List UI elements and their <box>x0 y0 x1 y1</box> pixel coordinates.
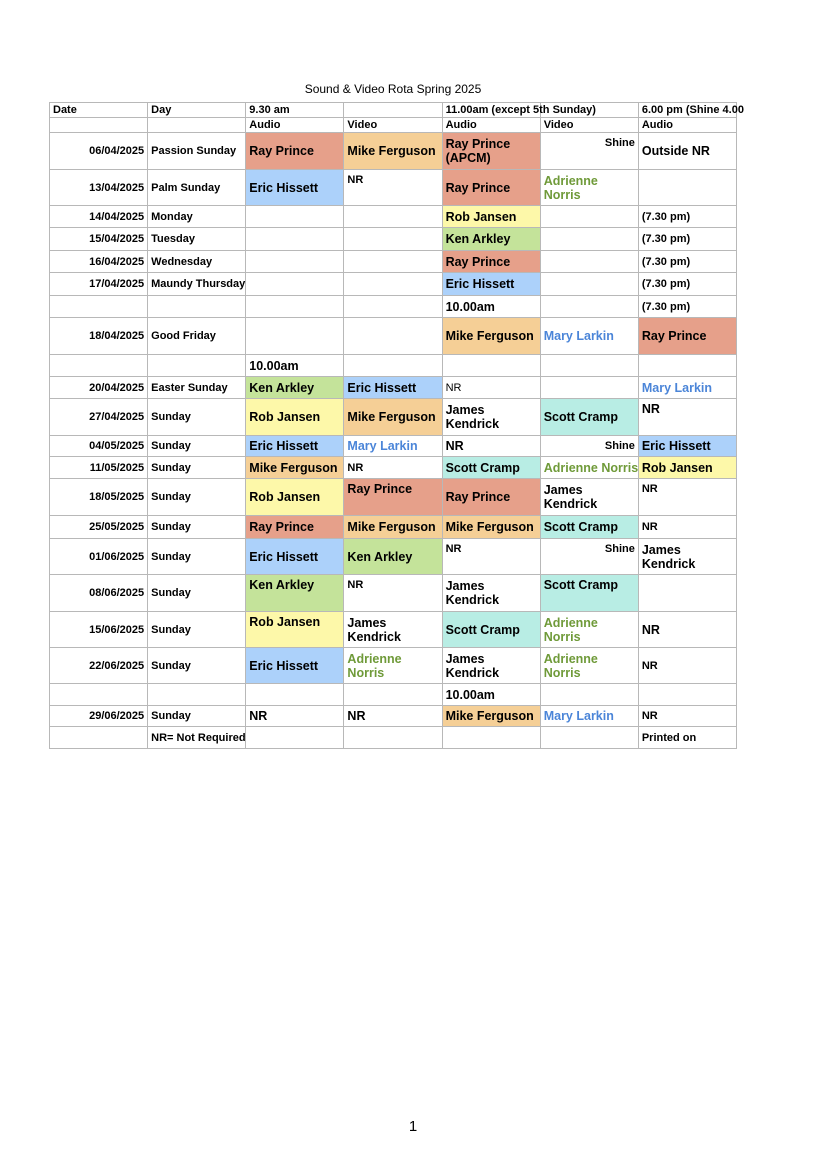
video-930-cell: Mike Ferguson <box>344 399 442 436</box>
day-cell: Sunday <box>148 479 246 516</box>
audio-1100-cell: Mike Ferguson <box>442 516 540 539</box>
video-1100-cell: Scott Cramp <box>540 516 638 539</box>
day-cell: Wednesday <box>148 251 246 273</box>
audio-930-cell <box>246 251 344 273</box>
date-cell <box>50 355 148 377</box>
video-930-cell: NR <box>344 706 442 727</box>
audio-600-cell: NR <box>638 516 736 539</box>
subheader-video: Video <box>540 118 638 133</box>
audio-1100-cell: NR <box>442 436 540 457</box>
date-cell: 01/06/2025 <box>50 539 148 575</box>
date-cell: 18/04/2025 <box>50 318 148 355</box>
video-1100-cell <box>540 684 638 706</box>
video-930-cell: Eric Hissett <box>344 377 442 399</box>
date-cell: 15/06/2025 <box>50 612 148 648</box>
day-cell: Sunday <box>148 539 246 575</box>
audio-600-cell: NR <box>638 648 736 684</box>
header-1100: 11.00am (except 5th Sunday) <box>442 103 540 118</box>
date-cell: 06/04/2025 <box>50 133 148 170</box>
video-1100-cell <box>540 206 638 228</box>
audio-1100-cell: Ray Prince <box>442 479 540 516</box>
table-row <box>50 648 737 684</box>
day-cell: Sunday <box>148 436 246 457</box>
audio-1100-cell: NR <box>442 377 540 399</box>
video-930-cell <box>344 206 442 228</box>
video-930-cell <box>344 318 442 355</box>
day-cell <box>148 296 246 318</box>
video-1100-cell: Mary Larkin <box>540 706 638 727</box>
time-note-cell: 10.00am <box>442 684 540 706</box>
audio-930-cell: NR <box>246 706 344 727</box>
video-1100-cell: Shine <box>540 539 638 575</box>
video-930-cell: NR <box>344 575 442 612</box>
printed-on: Printed on <box>638 727 736 749</box>
subheader-video: Video <box>344 118 442 133</box>
video-930-cell: Mary Larkin <box>344 436 442 457</box>
table-row <box>50 399 737 436</box>
subheader-row <box>50 118 737 133</box>
day-cell: Good Friday <box>148 318 246 355</box>
video-1100-cell: Scott Cramp <box>540 399 638 436</box>
audio-930-cell: Eric Hissett <box>246 539 344 575</box>
table-row <box>50 457 737 479</box>
audio-600-cell: James Kendrick <box>638 539 736 575</box>
subheader-audio: Audio <box>442 118 540 133</box>
footer-row <box>50 727 737 749</box>
date-cell: 18/05/2025 <box>50 479 148 516</box>
audio-600-cell: NR <box>638 399 736 436</box>
table-row <box>50 575 737 612</box>
video-1100-cell: Adrienne Norris <box>540 457 638 479</box>
date-cell: 25/05/2025 <box>50 516 148 539</box>
audio-1100-cell <box>442 355 540 377</box>
date-cell: 27/04/2025 <box>50 399 148 436</box>
date-cell: 29/06/2025 <box>50 706 148 727</box>
audio-930-cell: Ray Prince <box>246 516 344 539</box>
audio-930-cell: Rob Jansen <box>246 479 344 516</box>
table-row <box>50 318 737 355</box>
table-row <box>50 251 737 273</box>
audio-600-cell: NR <box>638 706 736 727</box>
video-1100-cell <box>540 273 638 296</box>
header-930: 9.30 am <box>246 103 344 118</box>
day-cell: Sunday <box>148 457 246 479</box>
day-cell: Sunday <box>148 706 246 727</box>
date-cell: 13/04/2025 <box>50 170 148 206</box>
table-row <box>50 206 737 228</box>
audio-1100-cell: James Kendrick <box>442 575 540 612</box>
audio-600-cell: (7.30 pm) <box>638 296 736 318</box>
day-cell: Palm Sunday <box>148 170 246 206</box>
audio-600-cell: Outside NR <box>638 133 736 170</box>
audio-600-cell: (7.30 pm) <box>638 251 736 273</box>
audio-930-cell: Eric Hissett <box>246 170 344 206</box>
audio-1100-cell: Scott Cramp <box>442 612 540 648</box>
header-row <box>50 103 737 118</box>
audio-600-cell <box>638 684 736 706</box>
video-930-cell <box>344 684 442 706</box>
audio-600-cell: Mary Larkin <box>638 377 736 399</box>
time-note-cell: 10.00am <box>442 296 540 318</box>
video-1100-cell: Shine <box>540 436 638 457</box>
day-cell: Tuesday <box>148 228 246 251</box>
table-row <box>50 170 737 206</box>
video-1100-cell <box>540 377 638 399</box>
table-row <box>50 355 737 377</box>
video-930-cell <box>344 296 442 318</box>
video-930-cell <box>344 273 442 296</box>
date-cell: 11/05/2025 <box>50 457 148 479</box>
video-930-cell <box>344 355 442 377</box>
video-930-cell: Mike Ferguson <box>344 516 442 539</box>
audio-600-cell: (7.30 pm) <box>638 228 736 251</box>
audio-930-cell: Rob Jansen <box>246 612 344 648</box>
audio-600-cell: Rob Jansen <box>638 457 736 479</box>
audio-930-cell <box>246 296 344 318</box>
audio-600-cell: (7.30 pm) <box>638 206 736 228</box>
subheader-audio: Audio <box>638 118 736 133</box>
video-930-cell: NR <box>344 457 442 479</box>
video-1100-cell: Scott Cramp <box>540 575 638 612</box>
audio-600-cell: NR <box>638 612 736 648</box>
video-930-cell: Ken Arkley <box>344 539 442 575</box>
nr-legend: NR= Not Required <box>148 727 246 749</box>
date-cell <box>50 684 148 706</box>
header-day: Day <box>148 103 246 118</box>
audio-1100-cell: Scott Cramp <box>442 457 540 479</box>
table-row <box>50 296 737 318</box>
audio-600-cell: (7.30 pm) <box>638 273 736 296</box>
table-row <box>50 612 737 648</box>
audio-600-cell: Ray Prince <box>638 318 736 355</box>
table-row <box>50 539 737 575</box>
video-1100-cell <box>540 355 638 377</box>
table-row <box>50 377 737 399</box>
video-1100-cell: Adrienne Norris <box>540 648 638 684</box>
day-cell: Sunday <box>148 612 246 648</box>
date-cell: 04/05/2025 <box>50 436 148 457</box>
day-cell: Sunday <box>148 516 246 539</box>
date-cell: 14/04/2025 <box>50 206 148 228</box>
day-cell <box>148 684 246 706</box>
audio-1100-cell: Ken Arkley <box>442 228 540 251</box>
video-1100-cell: James Kendrick <box>540 479 638 516</box>
audio-1100-cell: James Kendrick <box>442 648 540 684</box>
audio-930-cell: Ray Prince <box>246 133 344 170</box>
page-title: Sound & Video Rota Spring 2025 <box>304 82 482 96</box>
day-cell: Sunday <box>148 648 246 684</box>
video-1100-cell: Shine <box>540 133 638 170</box>
audio-600-cell <box>638 170 736 206</box>
audio-930-cell: Mike Ferguson <box>246 457 344 479</box>
audio-1100-cell: James Kendrick <box>442 399 540 436</box>
video-930-cell: James Kendrick <box>344 612 442 648</box>
video-930-cell: Adrienne Norris <box>344 648 442 684</box>
table-row <box>50 228 737 251</box>
video-1100-cell: Adrienne Norris <box>540 170 638 206</box>
video-930-cell: Ray Prince <box>344 479 442 516</box>
video-1100-cell: Mary Larkin <box>540 318 638 355</box>
date-cell: 16/04/2025 <box>50 251 148 273</box>
table-row <box>50 516 737 539</box>
audio-1100-cell: Ray Prince <box>442 170 540 206</box>
video-1100-cell <box>540 251 638 273</box>
date-cell <box>50 296 148 318</box>
audio-1100-cell: Mike Ferguson <box>442 318 540 355</box>
audio-930-cell <box>246 228 344 251</box>
audio-600-cell: Eric Hissett <box>638 436 736 457</box>
date-cell: 20/04/2025 <box>50 377 148 399</box>
audio-930-cell: Eric Hissett <box>246 648 344 684</box>
audio-1100-cell: NR <box>442 539 540 575</box>
audio-930-cell <box>246 318 344 355</box>
video-1100-cell <box>540 228 638 251</box>
table-row <box>50 706 737 727</box>
audio-930-cell: Ken Arkley <box>246 575 344 612</box>
audio-930-cell <box>246 273 344 296</box>
audio-1100-cell: Rob Jansen <box>442 206 540 228</box>
video-930-cell <box>344 228 442 251</box>
audio-930-cell: Ken Arkley <box>246 377 344 399</box>
audio-600-cell: NR <box>638 479 736 516</box>
date-cell: 22/06/2025 <box>50 648 148 684</box>
audio-1100-cell: Eric Hissett <box>442 273 540 296</box>
day-cell <box>148 355 246 377</box>
day-cell: Maundy Thursday <box>148 273 246 296</box>
table-row <box>50 479 737 516</box>
audio-1100-cell: Mike Ferguson <box>442 706 540 727</box>
day-cell: Sunday <box>148 575 246 612</box>
day-cell: Passion Sunday <box>148 133 246 170</box>
day-cell: Easter Sunday <box>148 377 246 399</box>
video-1100-cell: Adrienne Norris <box>540 612 638 648</box>
table-row <box>50 684 737 706</box>
audio-600-cell <box>638 575 736 612</box>
header-date: Date <box>50 103 148 118</box>
time-note-cell: 10.00am <box>246 355 344 377</box>
audio-1100-cell: Ray Prince (APCM) <box>442 133 540 170</box>
date-cell: 08/06/2025 <box>50 575 148 612</box>
table-row <box>50 436 737 457</box>
date-cell: 17/04/2025 <box>50 273 148 296</box>
audio-1100-cell: Ray Prince <box>442 251 540 273</box>
day-cell: Sunday <box>148 399 246 436</box>
audio-930-cell <box>246 206 344 228</box>
day-cell: Monday <box>148 206 246 228</box>
video-1100-cell <box>540 296 638 318</box>
rota-table <box>49 102 744 749</box>
video-930-cell: Mike Ferguson <box>344 133 442 170</box>
subheader-audio: Audio <box>246 118 344 133</box>
video-930-cell: NR <box>344 170 442 206</box>
audio-600-cell <box>638 355 736 377</box>
table-row <box>50 133 737 170</box>
audio-930-cell <box>246 684 344 706</box>
header-600: 6.00 pm (Shine 4.00 <box>638 103 736 118</box>
audio-930-cell: Eric Hissett <box>246 436 344 457</box>
date-cell: 15/04/2025 <box>50 228 148 251</box>
video-930-cell <box>344 251 442 273</box>
table-row <box>50 273 737 296</box>
audio-930-cell: Rob Jansen <box>246 399 344 436</box>
page-number: 1 <box>408 1118 418 1135</box>
